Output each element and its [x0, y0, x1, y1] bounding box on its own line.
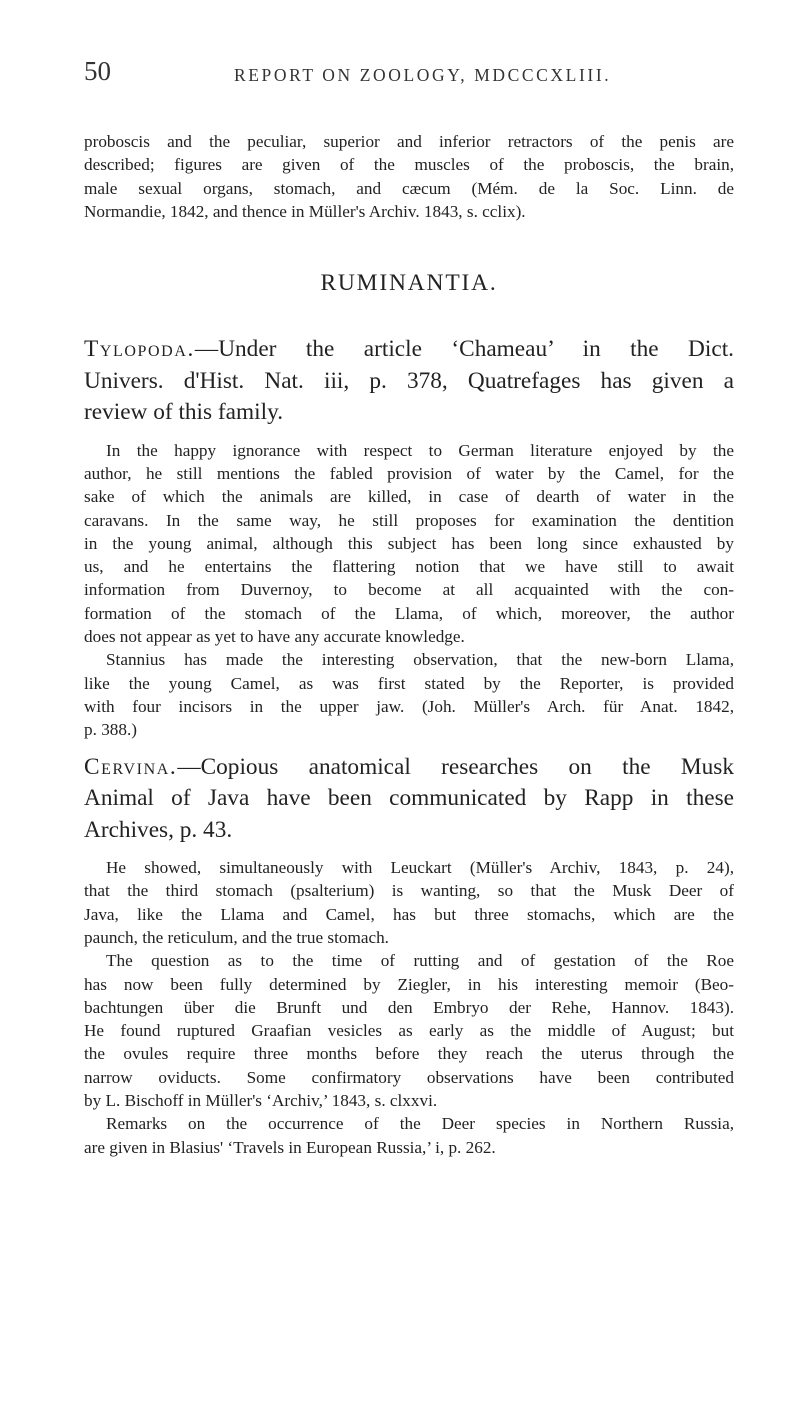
text-line: the ovules require three months before they reach the uterus through the — [84, 1044, 734, 1064]
tylopoda-lead: Tylopoda. — [84, 336, 195, 363]
text-line: Stannius has made the interesting observation, that the new-born Llama, — [106, 650, 734, 670]
text-line: sake of which the animals are killed, in case of dearth of water in the — [84, 487, 734, 507]
text-line: formation of the stomach of the Llama, of which, moreover, the author — [84, 603, 734, 623]
section-heading: RUMINANTIA. — [320, 270, 498, 297]
text-line: with four incisors in the upper jaw. (Joh. Müller's Arch. für Anat. 1842, — [84, 696, 734, 716]
text-line: that the third stomach (psalterium) is wanting, so that the Musk Deer of — [84, 881, 734, 901]
text-line: Normandie, 1842, and thence in Müller's Archiv. 1843, s. cclix). — [84, 201, 526, 221]
text-line: male sexual organs, stomach, and cæcum (Mém. de la Soc. Linn. de — [84, 178, 734, 198]
cervina-paragraph-2 — [84, 949, 734, 1112]
text-line: Archives, p. 43. — [84, 816, 233, 843]
intro-paragraph — [84, 130, 734, 223]
text-line: information from Duvernoy, to become at all acquainted with the con- — [84, 580, 734, 600]
text-line: —Under the article ‘Chameau’ in the Dict. — [194, 336, 734, 363]
text-line: Animal of Java have been communicated by Rapp in these — [84, 785, 734, 812]
tylopoda-heading — [84, 334, 734, 429]
text-line: by L. Bischoff in Müller's ‘Archiv,’ 1843, s. clxxvi. — [84, 1091, 438, 1111]
text-line: He found ruptured Graafian vesicles as early as the middle of August; but — [84, 1021, 734, 1041]
text-line: us, and he entertains the flattering notion that we have still to await — [84, 557, 734, 577]
text-line: Univers. d'Hist. Nat. iii, p. 378, Quatrefages has given a — [84, 367, 734, 394]
text-line: does not appear as yet to have any accurate knowledge. — [84, 627, 465, 647]
cervina-paragraph-1 — [84, 856, 734, 949]
cervina-lead: Cervina. — [84, 753, 178, 780]
text-line: —Copious anatomical researches on the Musk — [177, 753, 734, 780]
text-line: paunch, the reticulum, and the true stomach. — [84, 927, 389, 947]
text-line: has now been fully determined by Ziegler, in his interesting memoir (Beo- — [84, 974, 734, 994]
text-line: Remarks on the occurrence of the Deer species in Northern Russia, — [106, 1114, 734, 1134]
text-line: p. 388.) — [84, 720, 137, 740]
tylopoda-paragraph-2 — [84, 648, 734, 741]
text-line: Java, like the Llama and Camel, has but three stomachs, which are the — [84, 904, 734, 924]
text-line: In the happy ignorance with respect to German literature enjoyed by the — [106, 440, 734, 460]
page-number: 50 — [84, 56, 111, 86]
text-line: described; figures are given of the muscles of the proboscis, the brain, — [84, 155, 734, 175]
text-line: in the young animal, although this subject has been long since exhausted by — [84, 533, 734, 553]
text-line: bachtungen über die Brunft und den Embryo der Rehe, Hannov. 1843). — [84, 997, 734, 1017]
text-line: caravans. In the same way, he still proposes for examination the dentition — [84, 510, 734, 530]
text-line: author, he still mentions the fabled provision of water by the Camel, for the — [84, 463, 734, 483]
text-line: proboscis and the peculiar, superior and inferior retractors of the penis are — [84, 132, 734, 151]
text-line: The question as to the time of rutting and of gestation of the Roe — [106, 951, 734, 971]
tylopoda-paragraph-1 — [84, 439, 734, 649]
cervina-heading — [84, 752, 734, 847]
cervina-paragraph-3 — [84, 1112, 734, 1159]
page-body — [84, 130, 734, 1159]
page-header — [84, 56, 734, 96]
text-line: are given in Blasius' ‘Travels in European Russia,’ i, p. 262. — [84, 1137, 496, 1157]
running-head: REPORT ON ZOOLOGY, MDCCCXLIII. — [234, 65, 612, 85]
text-line: review of this family. — [84, 399, 284, 426]
text-line: like the young Camel, as was first stated by the Reporter, is provided — [84, 673, 734, 693]
text-line: He showed, simultaneously with Leuckart (Müller's Archiv, 1843, p. 24), — [106, 858, 734, 878]
text-line: narrow oviducts. Some confirmatory observations have been contributed — [84, 1067, 734, 1087]
